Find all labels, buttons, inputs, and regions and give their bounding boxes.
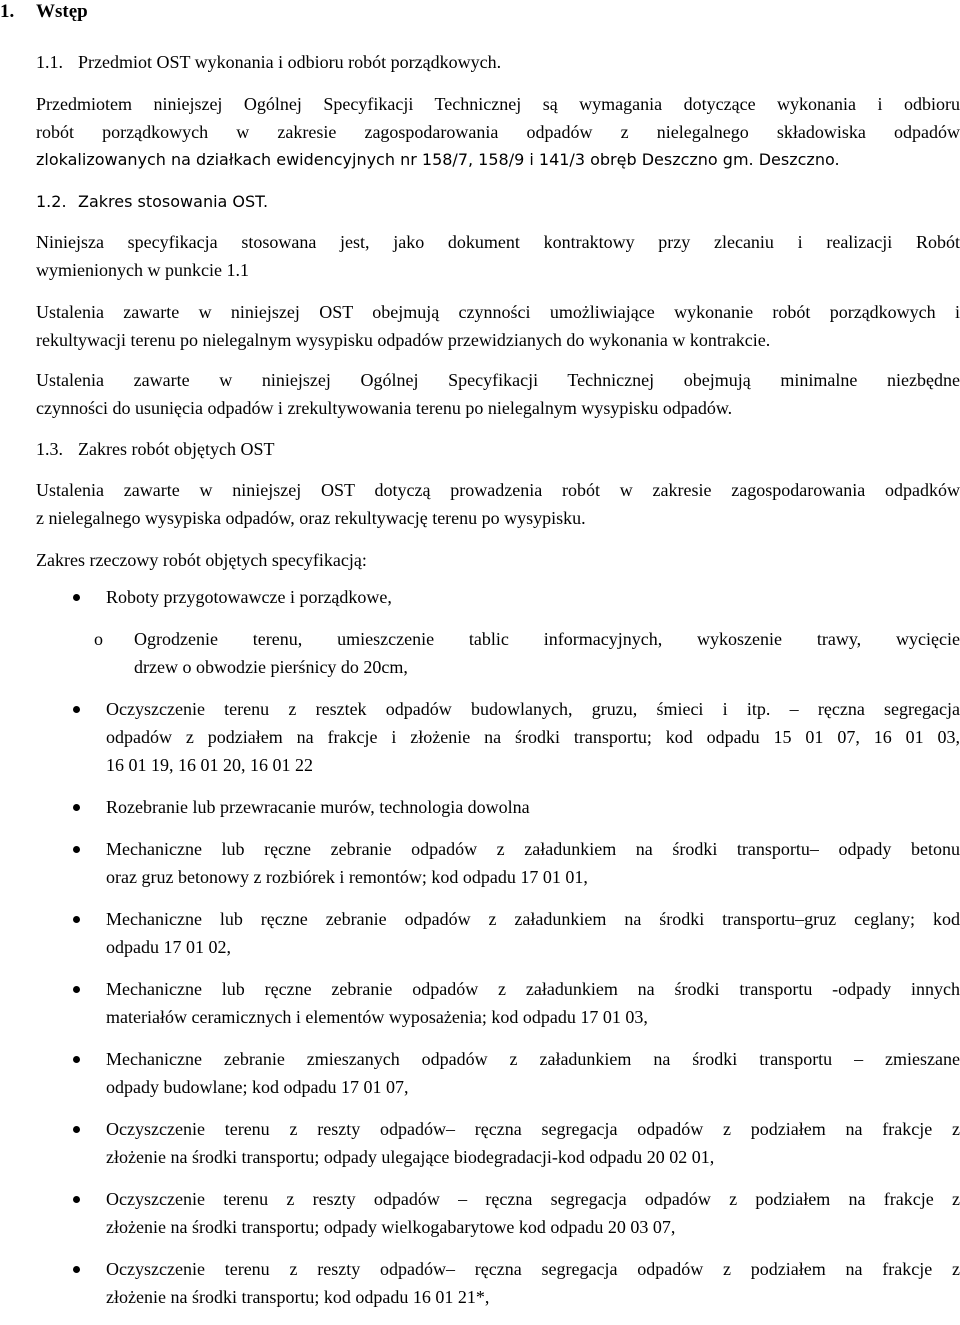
paragraph-line: z nielegalnego wysypiska odpadów, oraz rekultywację terenu po wysypisku.	[36, 508, 586, 528]
paragraph-works-scope	[36, 476, 960, 532]
paragraph-line: czynności do usunięcia odpadów i zrekultywowania terenu po nielegalnym wysypisku odpadów.	[36, 398, 733, 418]
list-item-line: Mechaniczne lub ręczne zebranie odpadów z załadunkiem na środki transportu -odpady innych	[106, 979, 960, 999]
circle-bullet-icon: o	[94, 629, 103, 649]
subsection-number: 1.1.	[36, 52, 63, 72]
paragraph-line: Ustalenia zawarte w niniejszej OST dotyczą prowadzenia robót w zakresie zagospodarowania odpadków	[36, 480, 960, 500]
list-item	[64, 695, 960, 779]
paragraph-minimal-scope	[36, 366, 960, 422]
subsection-heading-1-1	[36, 48, 501, 76]
list-item-line: Mechaniczne lub ręczne zebranie odpadów z załadunkiem na środki transportu– odpady betonu	[106, 839, 960, 859]
list-item-line: Oczyszczenie terenu z reszty odpadów– ręczna segregacja odpadów z podziałem na frakcje z	[106, 1119, 960, 1139]
paragraph-line: Przedmiotem niniejszej Ogólnej Specyfikacji Technicznej są wymagania dotyczące wykonania i odbioru	[36, 94, 960, 114]
list-item-text: Roboty przygotowawcze i porządkowe,	[106, 587, 392, 607]
list-item-line: odpadu 17 01 02,	[106, 937, 231, 957]
paragraph-scope-usage	[36, 228, 960, 284]
paragraph-line: rekultywacji terenu po nielegalnym wysypisku odpadów przewidzianych do wykonania w kontrakcie.	[36, 330, 771, 350]
list-item-line: odpadów z podziałem na frakcje i złożenie na środki transportu; kod odpadu 15 01 07, 16 01 03,	[106, 727, 960, 747]
list-item-line: Oczyszczenie terenu z resztek odpadów budowlanych, gruzu, śmieci i itp. – ręczna segregacja	[106, 699, 960, 719]
paragraph-line: zlokalizowanych na działkach ewidencyjnych nr 158/7, 158/9 i 141/3 obręb Deszczno gm. Deszczno.	[36, 150, 840, 169]
list-item-line: złożenie na środki transportu; kod odpadu 16 01 21*,	[106, 1287, 490, 1307]
list-item	[64, 1115, 960, 1171]
subsection-title: Przedmiot OST wykonania i odbioru robót porządkowych.	[78, 52, 502, 72]
paragraph-ost-scope	[36, 298, 960, 354]
subsection-number: 1.3.	[36, 439, 63, 459]
bullet-icon	[73, 846, 80, 853]
bullet-icon	[73, 1126, 80, 1133]
bullet-icon	[73, 1266, 80, 1273]
subsection-number: 1.2.	[36, 192, 67, 211]
scope-intro: Zakres rzeczowy robót objętych specyfikacją:	[36, 550, 367, 570]
bullet-icon	[73, 1196, 80, 1203]
list-item-text: Rozebranie lub przewracanie murów, technologia dowolna	[106, 797, 530, 817]
subsection-heading-1-2	[36, 188, 268, 216]
list-item	[64, 905, 960, 961]
list-item	[64, 583, 960, 611]
list-item	[64, 1255, 960, 1311]
list-subitem	[64, 625, 960, 681]
section-title: Wstęp	[36, 1, 88, 22]
list-item-line: oraz gruz betonowy z rozbiórek i remontów; kod odpadu 17 01 01,	[106, 867, 588, 887]
bullet-icon	[73, 594, 80, 601]
paragraph-line: robót porządkowych w zakresie zagospodarowania odpadów z nielegalnego składowiska odpadów	[36, 122, 960, 142]
list-item-line: drzew o obwodzie pierśnicy do 20cm,	[134, 657, 408, 677]
section-number: 1.	[0, 1, 15, 22]
bullet-icon	[73, 1056, 80, 1063]
paragraph-line: wymienionych w punkcie 1.1	[36, 260, 249, 280]
bullet-icon	[73, 986, 80, 993]
list-item	[64, 835, 960, 891]
list-item-line: odpady budowlane; kod odpadu 17 01 07,	[106, 1077, 409, 1097]
list-item-line: Oczyszczenie terenu z reszty odpadów – ręczna segregacja odpadów z podziałem na frakcje z	[106, 1189, 960, 1209]
list-item	[64, 793, 960, 821]
list-item-line: Ogrodzenie terenu, umieszczenie tablic informacyjnych, wykoszenie trawy, wycięcie	[134, 629, 960, 649]
bullet-icon	[73, 804, 80, 811]
scope-list	[64, 583, 960, 1325]
list-item	[64, 1045, 960, 1101]
list-item-line: Mechaniczne zebranie zmieszanych odpadów z załadunkiem na środki transportu – zmieszane	[106, 1049, 960, 1069]
paragraph-subject	[36, 90, 960, 174]
list-item-line: materiałów ceramicznych i elementów wyposażenia; kod odpadu 17 01 03,	[106, 1007, 648, 1027]
list-item-line: Mechaniczne lub ręczne zebranie odpadów z załadunkiem na środki transportu–gruz ceglany; kod	[106, 909, 960, 929]
subsection-title: Zakres robót objętych OST	[78, 439, 275, 459]
list-item-line: 16 01 19, 16 01 20, 16 01 22	[106, 755, 313, 775]
paragraph-line: Ustalenia zawarte w niniejszej Ogólnej Specyfikacji Technicznej obejmują minimalne niezbędne	[36, 370, 960, 390]
list-item-line: złożenie na środki transportu; odpady wielkogabarytowe kod odpadu 20 03 07,	[106, 1217, 676, 1237]
bullet-icon	[73, 916, 80, 923]
subsection-title: Zakres stosowania OST.	[78, 192, 269, 211]
list-item-line: Oczyszczenie terenu z reszty odpadów– ręczna segregacja odpadów z podziałem na frakcje z	[106, 1259, 960, 1279]
section-heading	[0, 0, 88, 26]
paragraph-line: Ustalenia zawarte w niniejszej OST obejmują czynności umożliwiające wykonanie robót porządkowych i	[36, 302, 960, 322]
list-item-line: złożenie na środki transportu; odpady ulegające biodegradacji-kod odpadu 20 02 01,	[106, 1147, 715, 1167]
list-item	[64, 1185, 960, 1241]
bullet-icon	[73, 706, 80, 713]
list-item	[64, 975, 960, 1031]
subsection-heading-1-3	[36, 435, 274, 463]
paragraph-line: Niniejsza specyfikacja stosowana jest, jako dokument kontraktowy przy zlecaniu i realizacji Robót	[36, 232, 960, 252]
